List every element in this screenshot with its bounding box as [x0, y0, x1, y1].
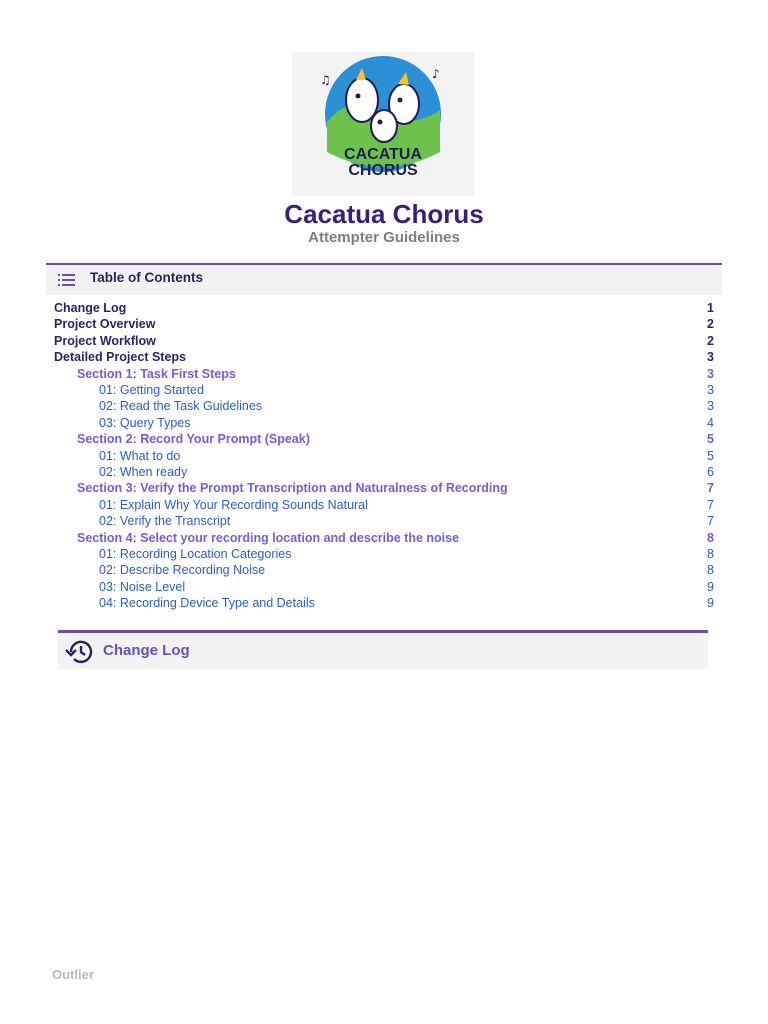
toc-entry-page[interactable]: 9 [707, 596, 714, 611]
toc-entry[interactable] [54, 366, 714, 382]
toc-entry-title[interactable]: Detailed Project Steps [54, 350, 186, 365]
svg-text:♪: ♪ [432, 67, 440, 81]
toc-entry[interactable] [54, 480, 714, 496]
footer-brand: Outlier [52, 967, 94, 982]
toc-entry-page[interactable]: 8 [707, 547, 714, 561]
toc-entry-page[interactable]: 1 [707, 301, 714, 315]
toc-entry-page[interactable]: 4 [707, 415, 714, 430]
logo-text-line1: CACATUA [344, 146, 422, 163]
toc-entry-title[interactable]: 01: What to do [99, 448, 181, 463]
project-logo [292, 52, 474, 196]
toc-entry-page[interactable]: 5 [707, 448, 714, 463]
toc-entry-title[interactable]: Section 1: Task First Steps [77, 366, 236, 381]
toc-entry-page[interactable]: 8 [707, 530, 714, 545]
toc-entry-title[interactable]: 04: Recording Device Type and Details [99, 596, 315, 611]
toc-entry-page[interactable]: 9 [707, 579, 714, 594]
toc-entry-title[interactable]: Change Log [54, 301, 127, 315]
toc-entry[interactable] [54, 530, 714, 546]
toc-entry-page[interactable]: 8 [707, 563, 714, 578]
toc-entry-title[interactable]: 01: Explain Why Your Recording Sounds Natural [99, 497, 368, 512]
toc-entry-page[interactable]: 7 [707, 514, 714, 529]
toc-entry-page[interactable]: 7 [707, 481, 714, 496]
toc-entry-title[interactable]: 02: When ready [99, 465, 188, 479]
toc-entry-title[interactable]: Section 2: Record Your Prompt (Speak) [77, 432, 310, 447]
toc-entry-page[interactable]: 6 [707, 465, 714, 479]
toc-entry-page[interactable]: 3 [707, 383, 714, 397]
toc-entry-page[interactable]: 3 [707, 399, 714, 414]
change-log-heading: Change Log [103, 642, 190, 659]
toc-entry-title[interactable]: 03: Noise Level [99, 579, 186, 594]
toc-entry[interactable] [54, 497, 714, 513]
document-subtitle: Attempter Guidelines [308, 229, 460, 246]
toc-entry[interactable] [54, 464, 714, 480]
toc-entry-page[interactable]: 2 [707, 317, 714, 332]
toc-entry-title[interactable]: 02: Read the Task Guidelines [99, 399, 263, 414]
toc-entry[interactable] [54, 316, 714, 332]
toc-entry-title[interactable]: 02: Verify the Transcript [99, 514, 231, 529]
toc-entry[interactable] [54, 415, 714, 431]
toc-entry-title[interactable]: 01: Recording Location Categories [99, 547, 292, 561]
change-log-header [58, 630, 708, 669]
toc-entry-title[interactable]: Project Overview [54, 317, 156, 332]
toc-entry[interactable] [54, 562, 714, 578]
toc-entry-page[interactable]: 3 [707, 350, 714, 365]
toc-entry[interactable] [54, 579, 714, 595]
toc-entry[interactable] [54, 398, 714, 414]
toc-entry-title[interactable]: 01: Getting Started [99, 383, 204, 397]
svg-text:♫: ♫ [320, 73, 331, 87]
logo-text-line2: CHORUS [348, 162, 418, 179]
history-icon [64, 639, 94, 670]
cockatoo-illustration [292, 52, 474, 196]
toc-entry[interactable] [54, 300, 714, 316]
toc-entry[interactable] [54, 349, 714, 365]
toc-header [46, 263, 722, 295]
toc-heading: Table of Contents [90, 270, 203, 285]
list-icon [58, 273, 76, 293]
toc-entry[interactable] [54, 448, 714, 464]
toc-entry-title[interactable]: Project Workflow [54, 333, 156, 348]
toc-entry-title[interactable]: 03: Query Types [99, 415, 191, 430]
toc-entry-page[interactable]: 2 [707, 333, 714, 348]
toc-entry[interactable] [54, 333, 714, 349]
toc-entry-title[interactable]: Section 4: Select your recording location and describe the noise [77, 530, 460, 545]
toc-entry-page[interactable]: 3 [707, 366, 714, 381]
toc-entry[interactable] [54, 595, 714, 611]
document-title: Cacatua Chorus [284, 199, 484, 229]
toc-entry[interactable] [54, 513, 714, 529]
toc-entry-page[interactable]: 5 [707, 432, 714, 447]
toc-entry-title[interactable]: 02: Describe Recording Noise [99, 563, 266, 578]
toc-entry[interactable] [54, 546, 714, 562]
toc-entry-title[interactable]: Section 3: Verify the Prompt Transcription and Naturalness of Recording [77, 481, 508, 496]
toc-entry-page[interactable]: 7 [707, 497, 714, 512]
toc-entry[interactable] [54, 431, 714, 447]
toc-entry[interactable] [54, 382, 714, 398]
